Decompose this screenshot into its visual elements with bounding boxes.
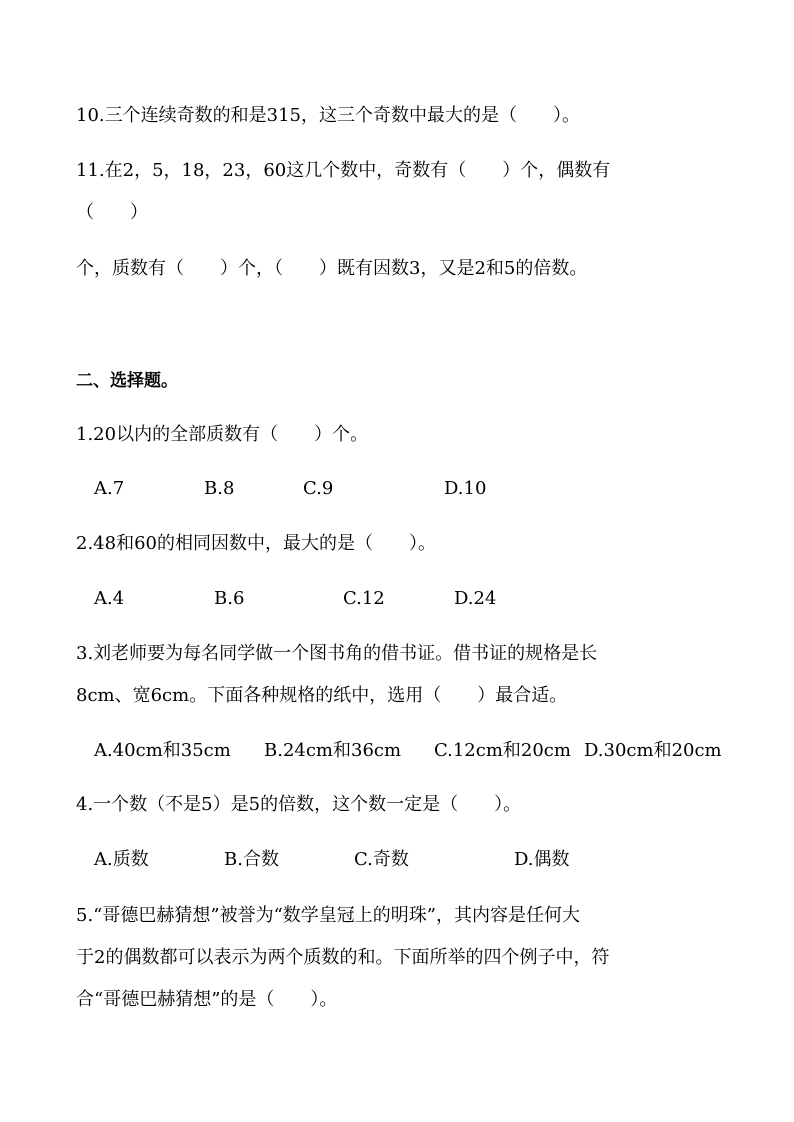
choice-question-4: 4.一个数（不是5）是5的倍数，这个数一定是（ ）。 xyxy=(76,794,522,815)
choice-question-3-line-1: 3.刘老师要为每名同学做一个图书角的借书证。借书证的规格是长 xyxy=(76,643,598,664)
option-a: A.质数 xyxy=(94,849,149,870)
option-b: B.合数 xyxy=(224,849,279,870)
option-b: B.24cm和36cm xyxy=(264,740,402,761)
choice-question-2: 2.48和60的相同因数中，最大的是（ ）。 xyxy=(76,533,436,554)
option-d: D.24 xyxy=(454,588,497,609)
option-b: B.8 xyxy=(204,478,235,499)
question-11-line-1: 11.在2，5，18，23，60这几个数中，奇数有（ ）个，偶数有 xyxy=(76,160,611,181)
choice-question-5-line-2: 于2的偶数都可以表示为两个质数的和。下面所举的四个例子中，符 xyxy=(76,947,610,968)
option-c: C.12 xyxy=(343,588,385,609)
option-d: D.30cm和20cm xyxy=(584,740,722,761)
option-a: A.4 xyxy=(94,588,125,609)
question-11-line-2: （ ） xyxy=(76,202,148,223)
option-d: D.10 xyxy=(444,478,487,499)
choice-question-3-line-2: 8cm、宽6cm。下面各种规格的纸中，选用（ ）最合适。 xyxy=(76,685,568,706)
question-11-line-3: 个，质数有（ ）个，（ ）既有因数3，又是2和5的倍数。 xyxy=(76,258,588,279)
option-b: B.6 xyxy=(214,588,245,609)
choice-question-1: 1.20以内的全部质数有（ ）个。 xyxy=(76,424,369,445)
option-c: C.12cm和20cm xyxy=(434,740,571,761)
option-d: D.偶数 xyxy=(514,849,570,870)
option-a: A.7 xyxy=(94,478,125,499)
option-c: C.奇数 xyxy=(354,849,409,870)
choice-question-5-line-3: 合“哥德巴赫猜想”的是（ ）。 xyxy=(76,989,338,1010)
section-title: 二、选择题。 xyxy=(76,371,178,391)
question-10: 10.三个连续奇数的和是315，这三个奇数中最大的是（ ）。 xyxy=(76,105,580,126)
option-c: C.9 xyxy=(303,478,334,499)
choice-question-5-line-1: 5.“哥德巴赫猜想”被誉为“数学皇冠上的明珠”，其内容是任何大 xyxy=(76,905,580,926)
option-a: A.40cm和35cm xyxy=(94,740,231,761)
